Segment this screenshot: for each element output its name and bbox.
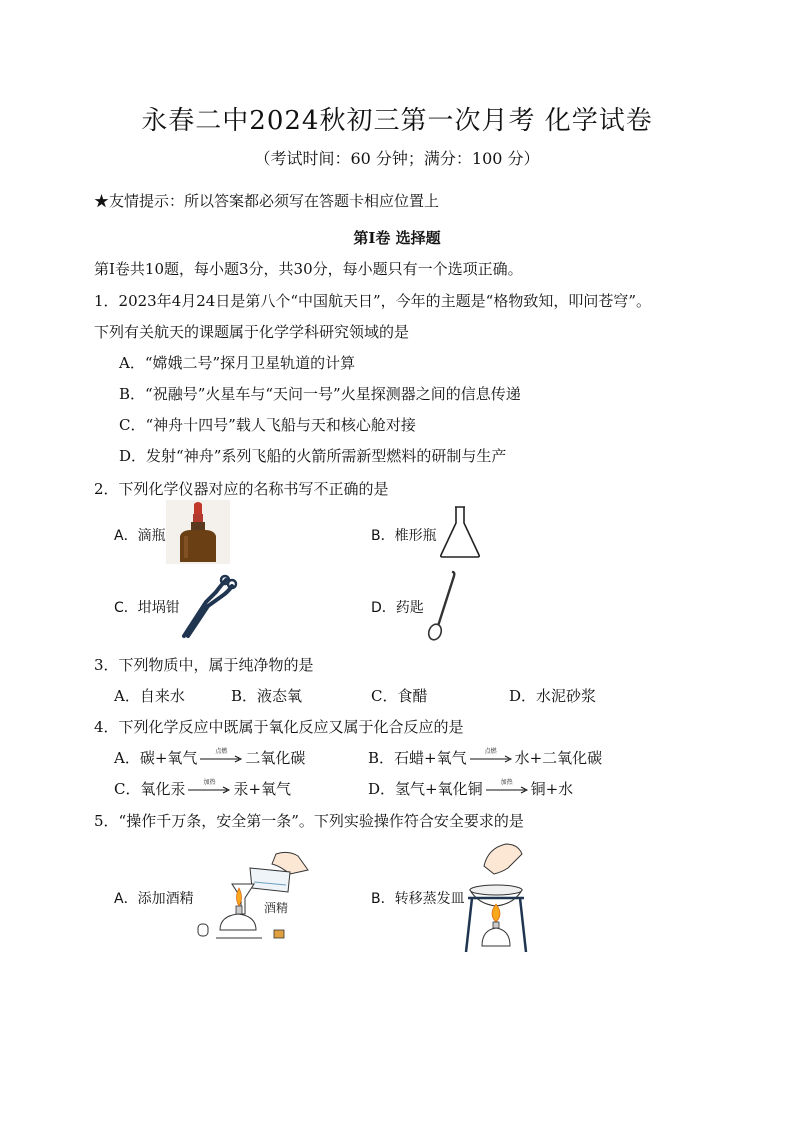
tip-text: ★友情提示：所以答案都必须写在答题卡相应位置上 [94,192,440,210]
alcohol-label: 酒精 [264,901,289,915]
q4-option-d [368,778,573,799]
q4-d-products: 铜+水 [530,780,574,798]
adding-alcohol-illustration [192,848,312,948]
q3-option-c: C．食醋 [371,687,428,705]
reaction-condition: 加热 [203,779,216,786]
exam-info: （考试时间：60 分钟；满分：100 分） [254,149,540,168]
reaction-arrow-icon [469,748,513,765]
q4-b-reactants: B．石蜡+氧气 [368,749,467,767]
q4-option-a [114,747,305,768]
q2-stem: 2．下列化学仪器对应的名称书写不正确的是 [94,480,389,498]
q3-stem: 3．下列物质中，属于纯净物的是 [94,656,314,674]
q1-option-c: C．“神舟十四号”载人飞船与天和核心舱对接 [119,416,416,434]
page-title: 永春二中2024秋初三第一次月考 化学试卷 [141,106,653,136]
q3-option-d: D．水泥砂浆 [509,687,597,705]
q4-c-reactants: C．氧化汞 [114,780,186,798]
q2-option-d: D．药匙 [371,600,424,616]
q1-option-a: A．“嫦娥二号”探月卫星轨道的计算 [119,354,356,372]
q4-option-c [114,778,291,799]
reaction-condition: 点燃 [484,748,497,755]
reaction-condition: 加热 [500,779,513,786]
conical-flask-icon [438,505,482,559]
q4-option-b [368,747,602,768]
q1-option-d: D．发射“神舟”系列飞船的火箭所需新型燃料的研制与生产 [119,447,507,465]
reaction-arrow-icon [485,779,529,796]
q5-stem: 5．“操作千万条，安全第一条”。下列实验操作符合安全要求的是 [94,812,524,830]
q4-c-products: 汞+氧气 [233,780,292,798]
spatula-icon [424,570,458,642]
crucible-tongs-image [178,572,238,640]
section-title: 第Ⅰ卷 选择题 [353,229,441,247]
q2-option-b: B．椎形瓶 [371,528,437,544]
reaction-arrow-icon [187,779,231,796]
reaction-arrow-icon [199,748,243,765]
q4-a-reactants: A．碳+氧气 [114,749,198,767]
reaction-condition: 点燃 [215,748,228,755]
section-instructions: 第Ⅰ卷共10题，每小题3分，共30分，每小题只有一个选项正确。 [94,260,523,278]
q2-option-a: A．滴瓶 [114,528,166,544]
q5-option-b: B．转移蒸发皿 [371,891,465,907]
q5-option-a: A．添加酒精 [114,891,194,907]
q2-option-c: C．坩埚钳 [114,600,180,616]
dropper-bottle-image [166,500,230,564]
q1-stem-line2: 下列有关航天的课题属于化学学科研究领域的是 [94,323,410,341]
evaporating-dish-illustration [462,838,532,958]
q1-option-b: B．“祝融号”火星车与“天问一号”火星探测器之间的信息传递 [119,385,521,403]
q3-option-b: B．液态氧 [231,687,303,705]
q3-option-a: A．自来水 [114,687,185,705]
q4-stem: 4．下列化学反应中既属于氧化反应又属于化合反应的是 [94,718,464,736]
q4-b-products: 水+二氧化碳 [514,749,603,767]
q4-a-products: 二氧化碳 [245,749,306,767]
q4-d-reactants: D．氢气+氧化铜 [368,780,483,798]
q1-stem-line1: 1．2023年4月24日是第八个“中国航天日”，今年的主题是“格物致知，叩问苍穹”。 [94,292,652,310]
